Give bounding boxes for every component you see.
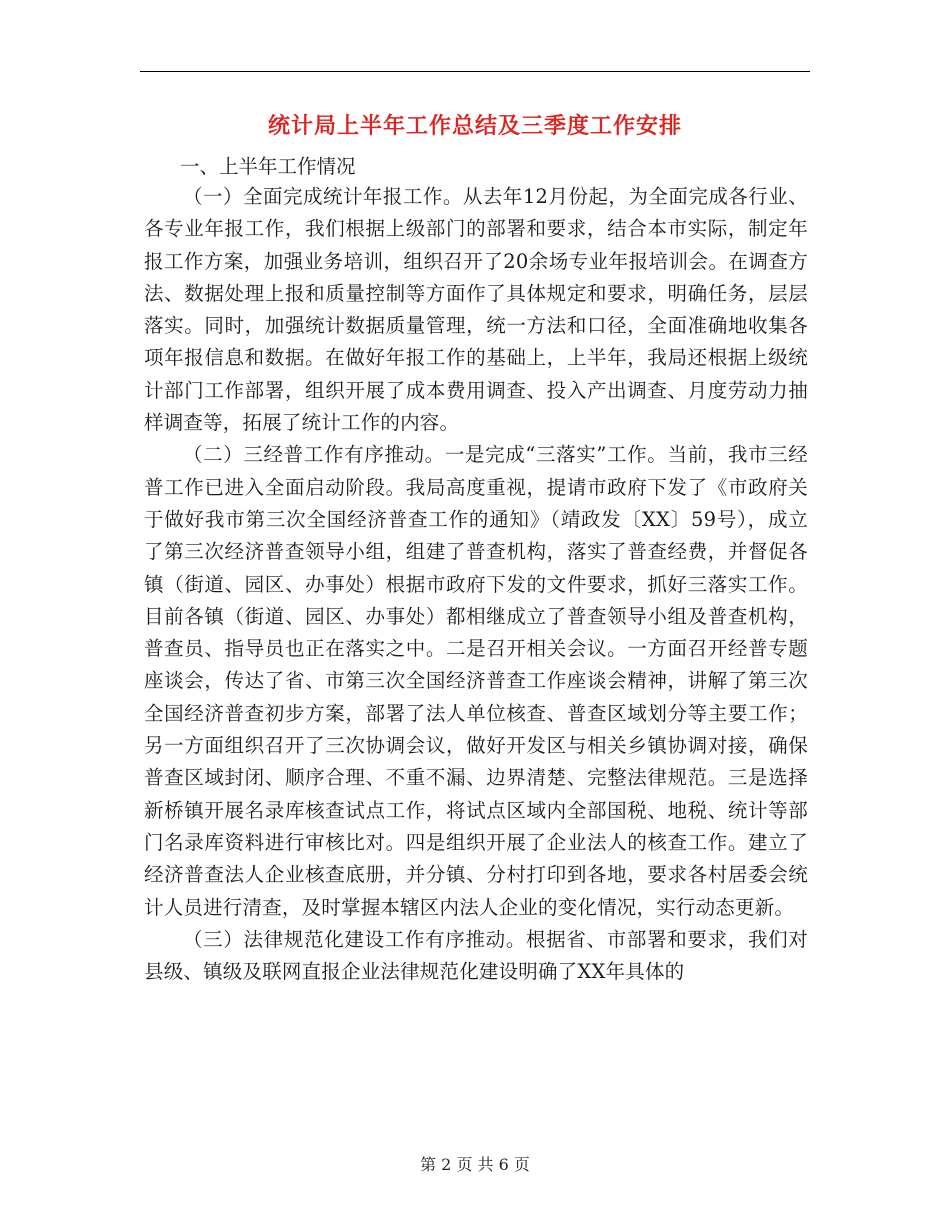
paragraph-legal-standardization: （三）法律规范化建设工作有序推动。根据省、市部署和要求，我们对县级、镇级及联网直报企业法律规范化建设明确了XX年具体的 [144, 927, 808, 984]
paragraph-economic-census: （二）三经普工作有序推动。一是完成“三落实”工作。当前，我市三经普工作已进入全面启动阶段。我局高度重视，提请市政府下发了《市政府关于做好我市第三次全国经济普查工作的通知》（靖政发〔XX〕59号），成立了第三次经济普查领导小组，组建了普查机构，落实了普查经费，并督促各镇（街道、园区、办事处）根据市政府下发的文件要求，抓好三落实工作。目前各镇（街道、园区、办事处）都相继成立了普查领导小组及普查机构，普查员、指导员也正在落实之中。二是召开相关会议。一方面召开经普专题座谈会，传达了省、市第三次全国经济普查工作座谈会精神，讲解了第三次全国经济普查初步方案，部署了法人单位核查、普查区域划分等主要工作；另一方面组织召开了三次协调会议，做好开发区与相关乡镇协调对接，确保普查区域封闭、顺序合理、不重不漏、边界清楚、完整法律规范。三是选择新桥镇开展名录库核查试点工作，将试点区域内全部国税、地税、统计等部门名录库资料进行审核比对。四是组织开展了企业法人的核查工作。建立了经济普查法人企业核查底册，并分镇、分村打印到各地，要求各村居委会统计人员进行清查，及时掌握本辖区内法人企业的变化情况，实行动态更新。 [144, 443, 808, 919]
paragraph-annual-report: （一）全面完成统计年报工作。从去年12月份起，为全面完成各行业、各专业年报工作，我们根据上级部门的部署和要求，结合本市实际，制定年报工作方案，加强业务培训，组织召开了20余场专业年报培训会。在调查方法、数据处理上报和质量控制等方面作了具体规定和要求，明确任务，层层落实。同时，加强统计数据质量管理，统一方法和口径，全面准确地收集各项年报信息和数据。在做好年报工作的基础上，上半年，我局还根据上级统计部门工作部署，组织开展了成本费用调查、投入产出调查、月度劳动力抽样调查等，拓展了统计工作的内容。 [144, 185, 808, 435]
document-body [144, 181, 808, 988]
document-title: 统计局上半年工作总结及三季度工作安排 [267, 114, 682, 139]
header-rule [140, 71, 810, 72]
page-number: 第 2 页 共 6 页 [420, 1155, 530, 1174]
section-heading: 一、上半年工作情况 [180, 155, 356, 178]
